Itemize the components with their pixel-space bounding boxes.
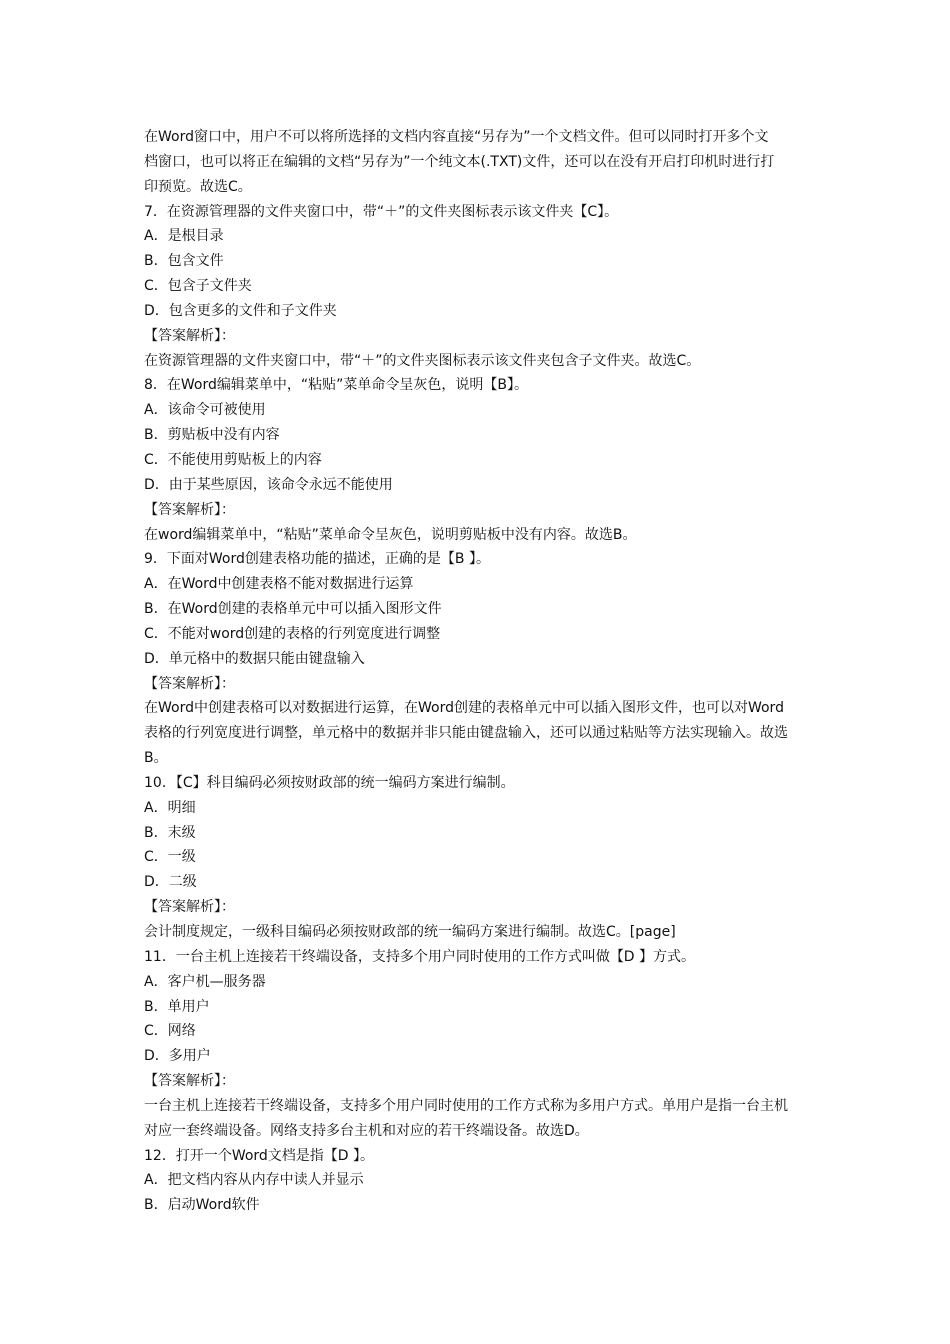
- option-c: C．不能使用剪贴板上的内容: [144, 451, 322, 468]
- question-10: 10．【C】科目编码必须按财政部的统一编码方案进行编制。: [144, 774, 515, 791]
- option-a: A．在Word中创建表格不能对数据进行运算: [144, 576, 414, 593]
- option-b: B．在Word创建的表格单元中可以插入图形文件: [144, 601, 442, 618]
- question-12: 12．打开一个Word文档是指【D 】。: [144, 1147, 375, 1164]
- question-11: 11．一台主机上连接若干终端设备，支持多个用户同时使用的工作方式叫做【D 】方式。: [144, 948, 696, 965]
- answer-analysis-heading: 【答案解析】：: [144, 327, 235, 344]
- option-d: D．二级: [144, 874, 197, 891]
- option-c: C．不能对word创建的表格的行列宽度进行调整: [144, 625, 441, 642]
- answer-analysis-heading: 【答案解析】：: [144, 899, 235, 916]
- option-a: A．该命令可被使用: [144, 402, 266, 419]
- answer-analysis-heading: 【答案解析】：: [144, 501, 235, 518]
- question-9: 9．下面对Word创建表格功能的描述，正确的是【B 】。: [144, 551, 490, 568]
- option-d: D．包含更多的文件和子文件夹: [144, 302, 337, 319]
- document-page: [144, 125, 808, 1218]
- text-line: 档窗口，也可以将正在编辑的文档“另存为”一个纯文本(.TXT)文件，还可以在没有开启打印机时进行打: [144, 153, 775, 170]
- answer-analysis-text: 在word编辑菜单中，“粘贴”菜单命令呈灰色，说明剪贴板中没有内容。故选B。: [144, 526, 637, 543]
- text-line: 在Word窗口中，用户不可以将所选择的文档内容直接“另存为”一个文档文件。但可以同时打开多个文: [144, 129, 769, 145]
- option-a: A．是根目录: [144, 228, 224, 245]
- answer-analysis-heading: 【答案解析】：: [144, 1073, 235, 1090]
- option-b: B．末级: [144, 824, 196, 841]
- option-a: A．明细: [144, 799, 196, 816]
- option-d: D．由于某些原因，该命令永远不能使用: [144, 476, 393, 493]
- answer-analysis-text: 一台主机上连接若干终端设备，支持多个用户同时使用的工作方式称为多用户方式。单用户是指一台主机: [144, 1097, 788, 1114]
- option-c: C．网络: [144, 1023, 196, 1040]
- answer-analysis-text: 在资源管理器的文件夹窗口中，带“＋”的文件夹图标表示该文件夹包含子文件夹。故选C。: [144, 352, 701, 369]
- question-8: 8．在Word编辑菜单中，“粘贴”菜单命令呈灰色，说明【B】。: [144, 377, 529, 394]
- option-c: C．包含子文件夹: [144, 278, 252, 295]
- answer-analysis-heading: 【答案解析】：: [144, 675, 235, 692]
- option-a: A．把文档内容从内存中读人并显示: [144, 1172, 364, 1189]
- answer-analysis-text: 在Word中创建表格可以对数据进行运算，在Word创建的表格单元中可以插入图形文件，也可以对Word: [144, 700, 784, 717]
- answer-analysis-text: 会计制度规定，一级科目编码必须按财政部的统一编码方案进行编制。故选C。[page]: [144, 924, 676, 940]
- option-b: B．剪贴板中没有内容: [144, 427, 280, 444]
- answer-analysis-text: 表格的行列宽度进行调整，单元格中的数据并非只能由键盘输入，还可以通过粘贴等方法实现输入。故选: [144, 725, 788, 742]
- answer-analysis-text: B。: [144, 750, 168, 767]
- option-b: B．单用户: [144, 998, 210, 1015]
- option-d: D．多用户: [144, 1048, 211, 1065]
- answer-analysis-text: 对应一套终端设备。网络支持多台主机和对应的若干终端设备。故选D。: [144, 1122, 589, 1139]
- text-line: 印预览。故选C。: [144, 178, 252, 195]
- option-c: C．一级: [144, 849, 196, 866]
- option-b: B．启动Word软件: [144, 1197, 260, 1214]
- option-a: A．客户机—服务器: [144, 973, 266, 990]
- option-d: D．单元格中的数据只能由键盘输入: [144, 650, 365, 667]
- question-7: 7．在资源管理器的文件夹窗口中，带“＋”的文件夹图标表示该文件夹【C】。: [144, 203, 619, 220]
- option-b: B．包含文件: [144, 253, 224, 270]
